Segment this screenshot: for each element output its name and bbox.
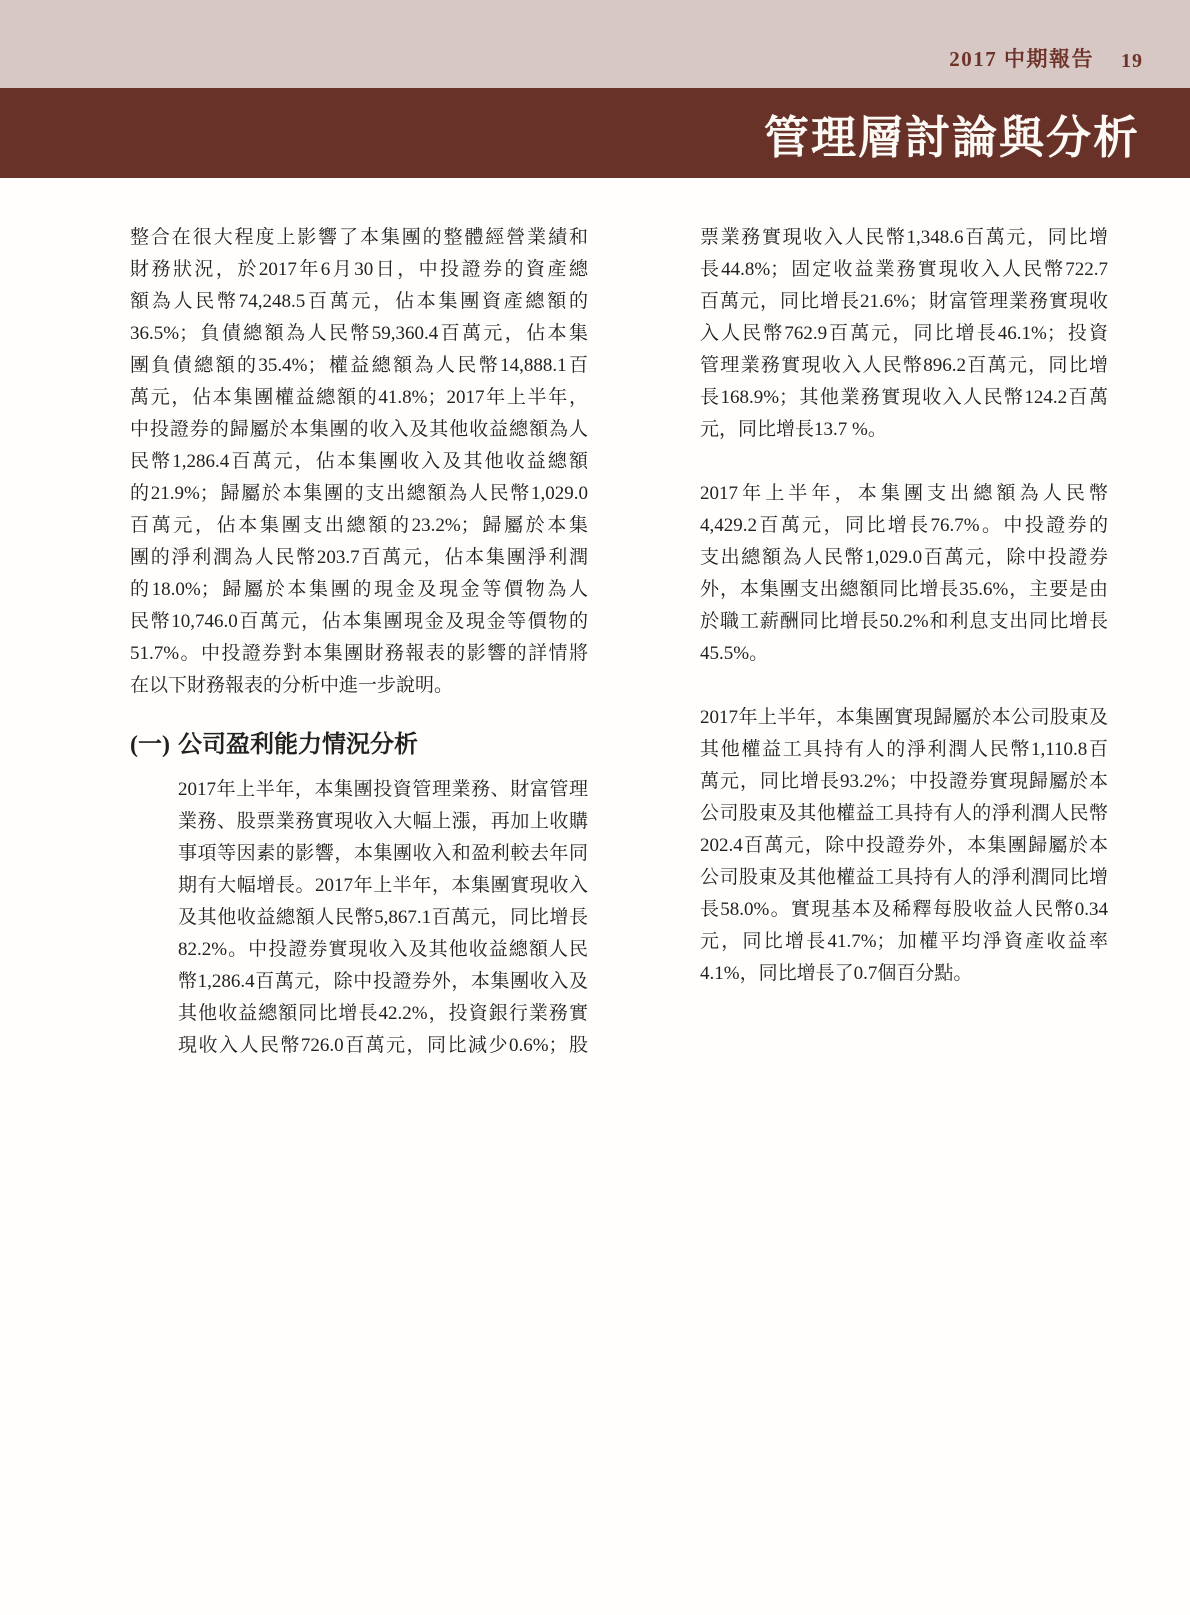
text-line: 其他權益工具持有人的淨利潤人民幣1,110.8百	[700, 739, 1108, 760]
text-line: 額為人民幣74,248.5百萬元，佔本集團資產總額的	[130, 291, 588, 312]
chapter-title-band	[0, 88, 1190, 178]
section-title: 公司盈利能力情況分析	[178, 732, 418, 758]
text-line: 幣1,286.4百萬元，除中投證券外，本集團收入及	[178, 971, 588, 992]
text-line: 其他收益總額同比增長42.2%，投資銀行業務實	[178, 1003, 588, 1024]
text-line: 業務、股票業務實現收入大幅上漲，再加上收購	[178, 811, 588, 832]
text-line: 萬元，同比增長93.2%；中投證券實現歸屬於本	[700, 771, 1108, 792]
report-title: 2017 中期報告	[949, 47, 1094, 71]
page-header-bar	[0, 0, 1190, 88]
text-line: 民幣1,286.4百萬元，佔本集團收入及其他收益總額	[130, 451, 588, 472]
text-line: 45.5%。	[700, 643, 769, 664]
text-line: 於職工薪酬同比增長50.2%和利息支出同比增長	[700, 611, 1108, 632]
text-line: 外，本集團支出總額同比增長35.6%，主要是由	[700, 579, 1108, 600]
text-line: 百萬元，佔本集團支出總額的23.2%；歸屬於本集	[130, 515, 588, 536]
text-line: 票業務實現收入人民幣1,348.6百萬元，同比增	[700, 227, 1108, 248]
text-line: 82.2%。中投證券實現收入及其他收益總額人民	[178, 939, 588, 960]
text-line: 萬元，佔本集團權益總額的41.8%；2017年上半年，	[130, 387, 588, 408]
text-line: 公司股東及其他權益工具持有人的淨利潤人民幣	[700, 803, 1108, 824]
right-paragraph-2	[700, 478, 1108, 670]
text-line: 民幣10,746.0百萬元，佔本集團現金及現金等價物的	[130, 611, 588, 632]
text-line: 202.4百萬元，除中投證券外，本集團歸屬於本	[700, 835, 1108, 856]
text-line: 2017年上半年，本集團投資管理業務、財富管理	[178, 779, 588, 800]
text-line: 長44.8%；固定收益業務實現收入人民幣722.7	[700, 259, 1108, 280]
text-line: 在以下財務報表的分析中進一步說明。	[130, 675, 454, 696]
text-line: 團負債總額的35.4%；權益總額為人民幣14,888.1百	[130, 355, 588, 376]
text-line: 元，同比增長41.7%；加權平均淨資產收益率	[700, 931, 1108, 952]
text-line: 中投證券的歸屬於本集團的收入及其他收益總額為人	[130, 419, 588, 440]
text-line: 整合在很大程度上影響了本集團的整體經營業績和	[130, 227, 588, 248]
text-line: 百萬元，同比增長21.6%；財富管理業務實現收	[700, 291, 1108, 312]
text-line: 36.5%；負債總額為人民幣59,360.4百萬元，佔本集	[130, 323, 588, 344]
text-line: 51.7%。中投證券對本集團財務報表的影響的詳情將	[130, 643, 588, 664]
text-line: 4,429.2百萬元，同比增長76.7%。中投證券的	[700, 515, 1108, 536]
text-line: 元，同比增長13.7 %。	[700, 419, 887, 440]
text-line: 事項等因素的影響，本集團收入和盈利較去年同	[178, 843, 588, 864]
text-line: 長58.0%。實現基本及稀釋每股收益人民幣0.34	[700, 899, 1108, 920]
text-line: 的18.0%；歸屬於本集團的現金及現金等價物為人	[130, 579, 588, 600]
text-line: 入人民幣762.9百萬元，同比增長46.1%；投資	[700, 323, 1108, 344]
text-line: 現收入人民幣726.0百萬元，同比減少0.6%；股	[178, 1035, 588, 1056]
right-column	[700, 222, 1108, 990]
page-number: 19	[1121, 50, 1143, 72]
section-heading	[130, 729, 588, 761]
text-line: 支出總額為人民幣1,029.0百萬元，除中投證券	[700, 547, 1108, 568]
text-line: 期有大幅增長。2017年上半年，本集團實現收入	[178, 875, 588, 896]
text-line: 財務狀況，於2017年6月30日，中投證券的資產總	[130, 259, 588, 280]
left-paragraph-2	[178, 774, 588, 1062]
text-line: 管理業務實現收入人民幣896.2百萬元，同比增	[700, 355, 1108, 376]
text-line: 4.1%，同比增長了0.7個百分點。	[700, 963, 973, 984]
left-column	[130, 222, 588, 1062]
text-line: 長168.9%；其他業務實現收入人民幣124.2百萬	[700, 387, 1108, 408]
text-line: 公司股東及其他權益工具持有人的淨利潤同比增	[700, 867, 1108, 888]
chapter-title: 管理層討論與分析	[763, 112, 1140, 163]
right-paragraph-1	[700, 222, 1108, 446]
text-line: 2017年上半年，本集團支出總額為人民幣	[700, 483, 1108, 504]
text-line: 2017年上半年，本集團實現歸屬於本公司股東及	[700, 707, 1108, 728]
text-line: 團的淨利潤為人民幣203.7百萬元，佔本集團淨利潤	[130, 547, 588, 568]
section-number: (一)	[130, 732, 170, 758]
left-paragraph-1	[130, 222, 588, 702]
right-paragraph-3	[700, 702, 1108, 990]
text-line: 的21.9%；歸屬於本集團的支出總額為人民幣1,029.0	[130, 483, 588, 504]
text-line: 及其他收益總額人民幣5,867.1百萬元，同比增長	[178, 907, 588, 928]
